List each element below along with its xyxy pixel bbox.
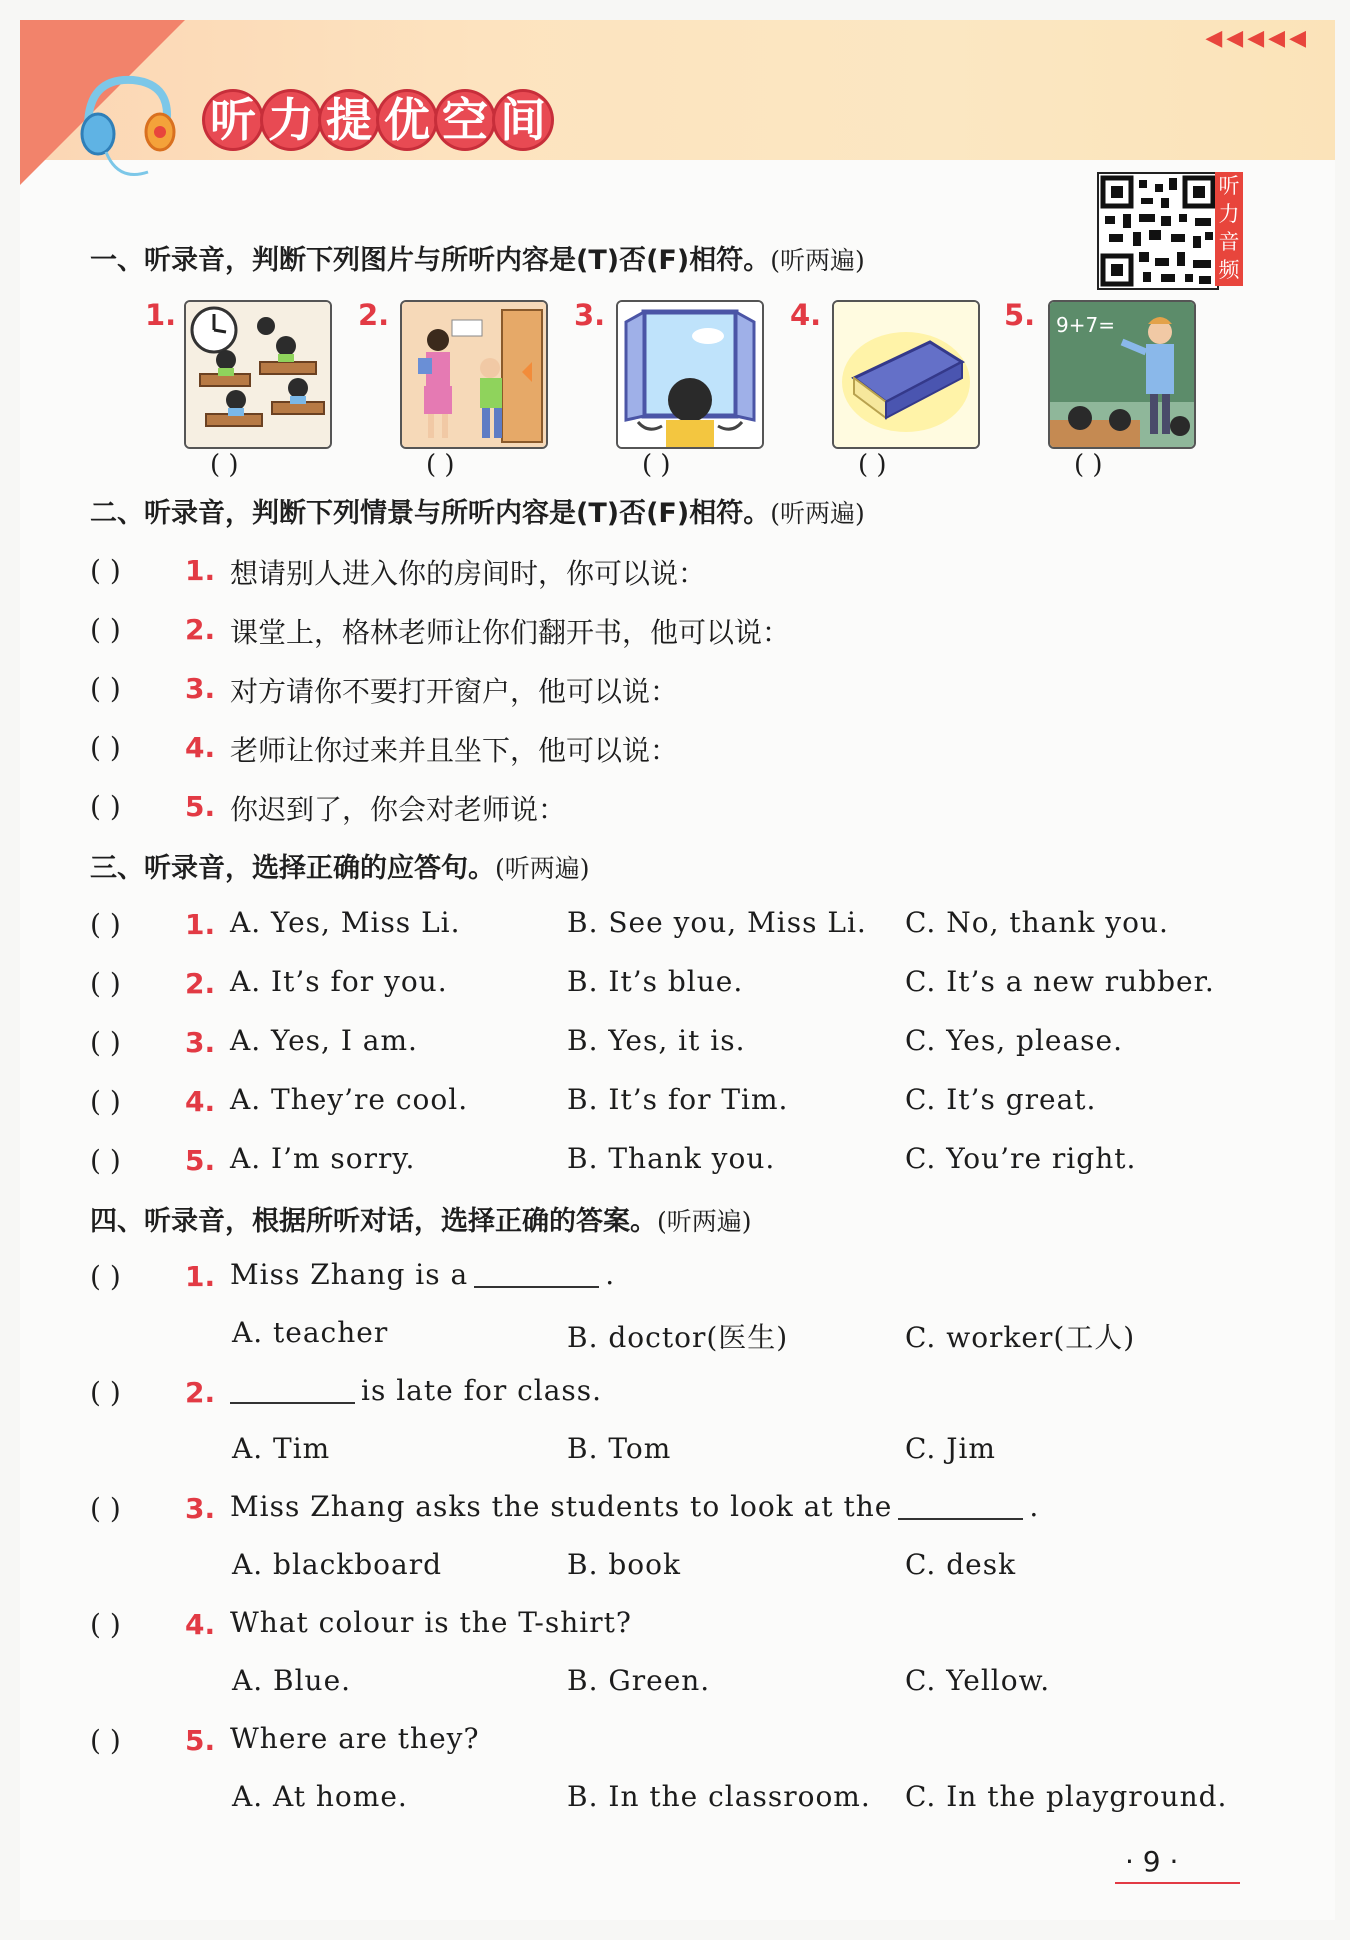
title-char: 间 — [495, 92, 551, 148]
option-a[interactable]: A. Tim — [232, 1432, 331, 1465]
option-b[interactable]: B. Tom — [567, 1432, 672, 1465]
option-c[interactable]: C. You’re right. — [905, 1142, 1137, 1175]
question-text — [230, 1374, 602, 1407]
section-2-note: (听两遍) — [770, 499, 865, 528]
headphones-icon — [78, 72, 178, 182]
item-number: 1. — [185, 1260, 216, 1293]
question-suffix: is late for class. — [361, 1374, 603, 1407]
title-char: 提 — [321, 92, 377, 148]
item-text: 想请别人进入你的房间时，你可以说： — [230, 557, 707, 590]
qr-audio-label: 听力音频 — [1215, 172, 1243, 286]
section-4-note: (听两遍) — [657, 1207, 752, 1236]
question-prefix: Miss Zhang is a — [230, 1258, 469, 1291]
answer-paren[interactable]: ( ) — [90, 613, 121, 646]
item-number: 5. — [185, 790, 216, 823]
item-number: 3. — [185, 672, 216, 705]
answer-blank[interactable] — [230, 1402, 355, 1404]
item-number: 4. — [185, 731, 216, 764]
option-b[interactable]: B. It’s for Tim. — [567, 1083, 789, 1116]
option-c[interactable]: C. Yes, please. — [905, 1024, 1123, 1057]
page-number-underline — [1115, 1882, 1240, 1884]
question-text: Where are they? — [230, 1722, 480, 1755]
section-title-banner — [205, 92, 551, 148]
answer-paren[interactable]: ( ) — [90, 554, 121, 587]
item-number: 3. — [185, 1026, 216, 1059]
picture-number: 4. — [790, 298, 822, 332]
answer-paren[interactable]: ( ) — [90, 967, 121, 1000]
answer-blank[interactable] — [898, 1518, 1023, 1520]
option-a[interactable]: A. teacher — [232, 1316, 389, 1349]
answer-paren[interactable]: ( ) — [90, 1026, 121, 1059]
section-3-title: 三、听录音，选择正确的应答句。 — [90, 853, 495, 884]
item-number: 4. — [185, 1608, 216, 1641]
picture-boy-window — [616, 300, 764, 449]
answer-paren[interactable]: ( ) — [90, 1724, 121, 1757]
question-suffix: . — [1029, 1490, 1040, 1523]
section-1-title: 一、听录音，判断下列图片与所听内容是(T)否(F)相符。 — [90, 245, 771, 276]
answer-paren[interactable]: ( ) — [858, 450, 887, 480]
item-text: 你迟到了，你会对老师说： — [230, 793, 567, 826]
section-4-title: 四、听录音，根据所听对话，选择正确的答案。 — [90, 1206, 657, 1237]
picture-teacher-blackboard — [1048, 300, 1196, 449]
option-a[interactable]: A. blackboard — [232, 1548, 443, 1581]
option-c[interactable]: C. desk — [905, 1548, 1017, 1581]
picture-number: 3. — [574, 298, 606, 332]
answer-paren[interactable]: ( ) — [210, 450, 239, 480]
answer-paren[interactable]: ( ) — [90, 731, 121, 764]
option-c[interactable]: C. It’s a new rubber. — [905, 965, 1215, 998]
option-b[interactable]: B. Yes, it is. — [567, 1024, 746, 1057]
question-text: What colour is the T-shirt? — [230, 1606, 632, 1639]
answer-paren[interactable]: ( ) — [642, 450, 671, 480]
answer-paren[interactable]: ( ) — [90, 1085, 121, 1118]
picture-rubber — [832, 300, 980, 449]
answer-paren[interactable]: ( ) — [90, 1608, 121, 1641]
answer-paren[interactable]: ( ) — [426, 450, 455, 480]
picture-number: 1. — [145, 298, 177, 332]
question-prefix: Miss Zhang asks the students to look at the — [230, 1490, 893, 1523]
option-a[interactable]: A. It’s for you. — [230, 965, 448, 998]
blackboard-text: 9+7= — [1056, 313, 1115, 337]
option-a[interactable]: A. They’re cool. — [230, 1083, 469, 1116]
option-c[interactable]: C. Jim — [905, 1432, 996, 1465]
option-b[interactable]: B. See you, Miss Li. — [567, 906, 867, 939]
item-text: 课堂上，格林老师让你们翻开书，他可以说： — [230, 616, 791, 649]
item-number: 5. — [185, 1144, 216, 1177]
picture-teacher-door — [400, 300, 548, 449]
section-1-heading — [90, 238, 865, 277]
answer-paren[interactable]: ( ) — [90, 1260, 121, 1293]
answer-paren[interactable]: ( ) — [1074, 450, 1103, 480]
picture-classroom — [184, 300, 332, 449]
question-text — [230, 1258, 615, 1291]
option-a[interactable]: A. Yes, I am. — [230, 1024, 418, 1057]
answer-paren[interactable]: ( ) — [90, 1144, 121, 1177]
option-c[interactable]: C. worker(工人) — [905, 1321, 1136, 1354]
option-c[interactable]: C. No, thank you. — [905, 906, 1169, 939]
option-b[interactable]: B. In the classroom. — [567, 1780, 871, 1813]
item-number: 1. — [185, 554, 216, 587]
option-b[interactable]: B. Thank you. — [567, 1142, 776, 1175]
option-a[interactable]: A. Blue. — [232, 1664, 352, 1697]
answer-paren[interactable]: ( ) — [90, 790, 121, 823]
title-char: 听 — [205, 92, 261, 148]
item-number: 3. — [185, 1492, 216, 1525]
qr-code-icon[interactable] — [1097, 172, 1219, 290]
option-a[interactable]: A. Yes, Miss Li. — [230, 906, 461, 939]
option-b[interactable]: B. Green. — [567, 1664, 711, 1697]
question-suffix: . — [605, 1258, 616, 1291]
page-number: · 9 · — [1125, 1845, 1179, 1878]
picture-number: 2. — [358, 298, 390, 332]
answer-paren[interactable]: ( ) — [90, 672, 121, 705]
picture-number: 5. — [1004, 298, 1036, 332]
option-a[interactable]: A. I’m sorry. — [230, 1142, 416, 1175]
section-2-heading — [90, 491, 865, 530]
item-number: 5. — [185, 1724, 216, 1757]
item-text: 对方请你不要打开窗户，他可以说： — [230, 675, 679, 708]
option-b[interactable]: B. It’s blue. — [567, 965, 744, 998]
section-3-heading — [90, 846, 590, 885]
title-char: 优 — [379, 92, 435, 148]
option-a[interactable]: A. At home. — [232, 1780, 408, 1813]
section-3-note: (听两遍) — [495, 854, 590, 883]
title-char: 力 — [263, 92, 319, 148]
option-c[interactable]: C. Yellow. — [905, 1664, 1051, 1697]
answer-paren[interactable]: ( ) — [90, 1492, 121, 1525]
item-number: 1. — [185, 908, 216, 941]
arrow-decoration-icon: ◀◀◀◀◀ — [1205, 26, 1310, 51]
section-2-title: 二、听录音，判断下列情景与所听内容是(T)否(F)相符。 — [90, 498, 771, 529]
option-c[interactable]: C. In the playground. — [905, 1780, 1228, 1813]
answer-paren[interactable]: ( ) — [90, 1376, 121, 1409]
section-1-note: (听两遍) — [770, 246, 865, 275]
item-number: 4. — [185, 1085, 216, 1118]
section-4-heading — [90, 1199, 752, 1238]
answer-paren[interactable]: ( ) — [90, 908, 121, 941]
question-text — [230, 1490, 1039, 1523]
item-number: 2. — [185, 613, 216, 646]
item-number: 2. — [185, 967, 216, 1000]
title-char: 空 — [437, 92, 493, 148]
option-c[interactable]: C. It’s great. — [905, 1083, 1097, 1116]
answer-blank[interactable] — [474, 1286, 599, 1288]
item-number: 2. — [185, 1376, 216, 1409]
option-b[interactable]: B. doctor(医生) — [567, 1321, 789, 1354]
item-text: 老师让你过来并且坐下，他可以说： — [230, 734, 679, 767]
option-b[interactable]: B. book — [567, 1548, 681, 1581]
